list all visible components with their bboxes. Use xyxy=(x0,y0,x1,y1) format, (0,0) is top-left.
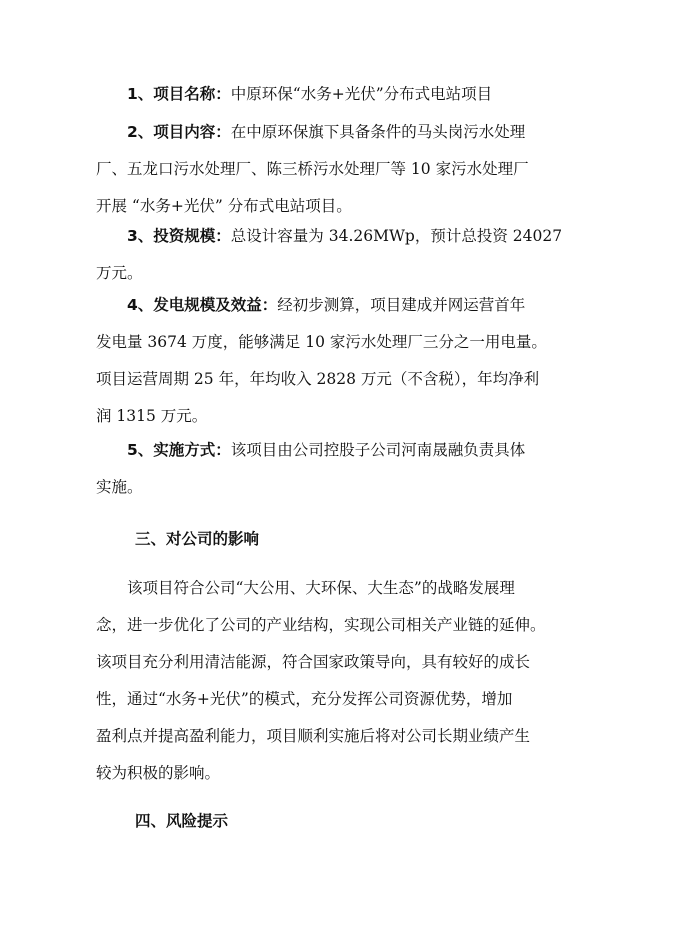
item-text: 厂、五龙口污水处理厂、陈三桥污水处理厂等 10 家污水处理厂 xyxy=(96,160,529,178)
item-label: 4、发电规模及效益： xyxy=(127,296,278,314)
paragraph-line: 较为积极的影响。 xyxy=(96,764,221,782)
item-generation-benefit xyxy=(96,287,588,435)
paragraph-line: 念，进一步优化了公司的产业结构，实现公司相关产业链的延伸。 xyxy=(96,616,546,634)
item-text: 经初步测算，项目建成并网运营首年 xyxy=(277,296,526,314)
item-text: 开展 “水务+光伏” 分布式电站项目。 xyxy=(96,197,352,215)
item-text: 中原环保“水务+光伏”分布式电站项目 xyxy=(230,85,493,103)
paragraph-line: 该项目充分利用清洁能源，符合国家政策导向，具有较好的成长 xyxy=(96,653,531,671)
item-label: 3、投资规模： xyxy=(127,227,231,245)
section-heading-risk: 四、风险提示 xyxy=(135,811,229,830)
item-text: 发电量 3674 万度，能够满足 10 家污水处理厂三分之一用电量。 xyxy=(96,333,547,351)
paragraph-line: 性，通过“水务+光伏”的模式，充分发挥公司资源优势，增加 xyxy=(96,690,513,708)
paragraph-line: 该项目符合公司“大公用、大环保、大生态”的战略发展理 xyxy=(127,579,515,597)
item-text: 总设计容量为 34.26MWp，预计总投资 24027 xyxy=(230,227,563,245)
section-heading-impact: 三、对公司的影响 xyxy=(135,529,260,548)
item-label: 1、项目名称： xyxy=(127,85,231,103)
item-implementation xyxy=(96,432,588,506)
item-project-name xyxy=(96,76,588,113)
item-label: 5、实施方式： xyxy=(127,441,231,459)
item-text: 万元。 xyxy=(96,264,143,282)
item-project-content xyxy=(96,114,588,225)
paragraph-line: 盈利点并提高盈利能力，项目顺利实施后将对公司长期业绩产生 xyxy=(96,727,531,745)
item-text: 项目运营周期 25 年，年均收入 2828 万元（不含税），年均净利 xyxy=(96,370,540,388)
section-impact-paragraph xyxy=(96,570,588,792)
item-text: 该项目由公司控股子公司河南晟融负责具体 xyxy=(230,441,526,459)
item-text: 润 1315 万元。 xyxy=(96,407,208,425)
item-text: 实施。 xyxy=(96,478,143,496)
item-text: 在中原环保旗下具备条件的马头岗污水处理 xyxy=(230,123,526,141)
item-investment-scale xyxy=(96,218,588,292)
item-label: 2、项目内容： xyxy=(127,123,231,141)
